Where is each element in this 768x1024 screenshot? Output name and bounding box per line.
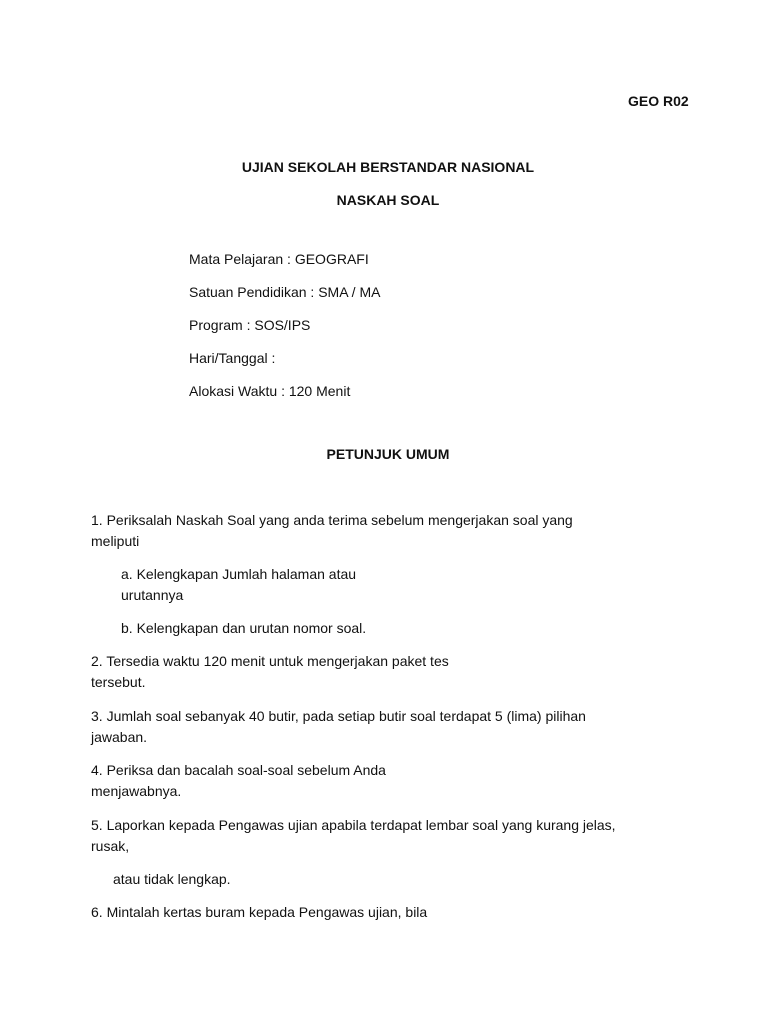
field-school-unit: Satuan Pendidikan : SMA / MA: [189, 284, 381, 300]
document-subtitle: NASKAH SOAL: [336, 192, 440, 208]
instruction-2-line-1: 2. Tersedia waktu 120 menit untuk mengerjakan paket tes: [91, 653, 449, 669]
field-program: Program : SOS/IPS: [189, 317, 311, 333]
instruction-5-line-1: 5. Laporkan kepada Pengawas ujian apabila terdapat lembar soal yang kurang jelas,: [91, 817, 616, 833]
field-date: Hari/Tanggal :: [189, 350, 276, 366]
instruction-3-line-1: 3. Jumlah soal sebanyak 40 butir, pada setiap butir soal terdapat 5 (lima) pilihan: [91, 708, 586, 724]
instruction-6-line-1: 6. Mintalah kertas buram kepada Pengawas ujian, bila: [91, 904, 428, 920]
instructions-heading: PETUNJUK UMUM: [326, 446, 450, 462]
instruction-4-line-2: menjawabnya.: [91, 783, 182, 799]
instruction-1a-line-1: a. Kelengkapan Jumlah halaman atau: [121, 566, 357, 582]
instruction-5-line-3: atau tidak lengkap.: [113, 871, 231, 887]
instruction-3-line-2: jawaban.: [91, 729, 148, 745]
document-title: UJIAN SEKOLAH BERSTANDAR NASIONAL: [241, 159, 535, 175]
instruction-1b: b. Kelengkapan dan urutan nomor soal.: [121, 620, 367, 636]
field-time-allocation: Alokasi Waktu : 120 Menit: [189, 383, 351, 399]
instruction-1a-line-2: urutannya: [121, 587, 184, 603]
document-code: GEO R02: [628, 93, 689, 109]
field-subject: Mata Pelajaran : GEOGRAFI: [189, 251, 369, 267]
instruction-1-line-2: meliputi: [91, 533, 140, 549]
instruction-2-line-2: tersebut.: [91, 674, 146, 690]
instruction-4-line-1: 4. Periksa dan bacalah soal-soal sebelum Anda: [91, 762, 386, 778]
instruction-1-line-1: 1. Periksalah Naskah Soal yang anda terima sebelum mengerjakan soal yang: [91, 512, 573, 528]
instruction-5-line-2: rusak,: [91, 838, 130, 854]
